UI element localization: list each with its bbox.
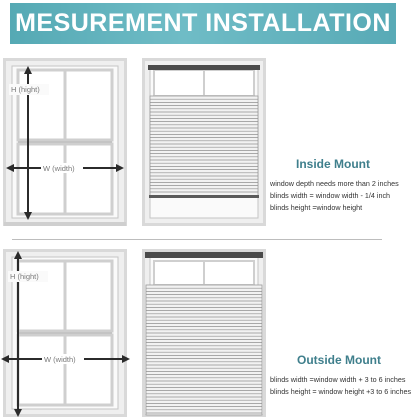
measure-window: [3, 58, 127, 226]
section-divider: [12, 239, 382, 240]
page-title: MESUREMENT INSTALLATION: [15, 9, 391, 37]
width-label: W (width): [44, 355, 76, 364]
inside-blind-pleats: [149, 96, 259, 198]
inside-mount-line-1: window depth needs more than 2 inches: [270, 179, 399, 188]
inside-mount-line-2: blinds width = window width - 1/4 inch: [270, 191, 391, 200]
outside-mount-panel: [0, 247, 416, 420]
width-label: W (width): [43, 164, 75, 173]
height-label: H (hight): [11, 85, 40, 94]
bottom-rail: [149, 195, 259, 198]
height-label: H (hight): [10, 272, 39, 281]
headrail: [148, 65, 260, 70]
outside-mount-title: Outside Mount: [297, 353, 381, 367]
outside-mount-line-1: blinds width =window width + 3 to 6 inches: [270, 375, 406, 384]
outside-blind-pleats: [146, 285, 262, 415]
blind-fabric: [150, 96, 258, 196]
inside-mount-panel: [0, 56, 416, 234]
inside-mount-line-3: blinds height =window height: [270, 203, 363, 212]
headrail: [145, 252, 263, 258]
outside-mount-line-2: blinds height = window height +3 to 6 inches: [270, 387, 412, 396]
header-banner: [10, 3, 396, 44]
inside-mount-title: Inside Mount: [296, 157, 370, 171]
